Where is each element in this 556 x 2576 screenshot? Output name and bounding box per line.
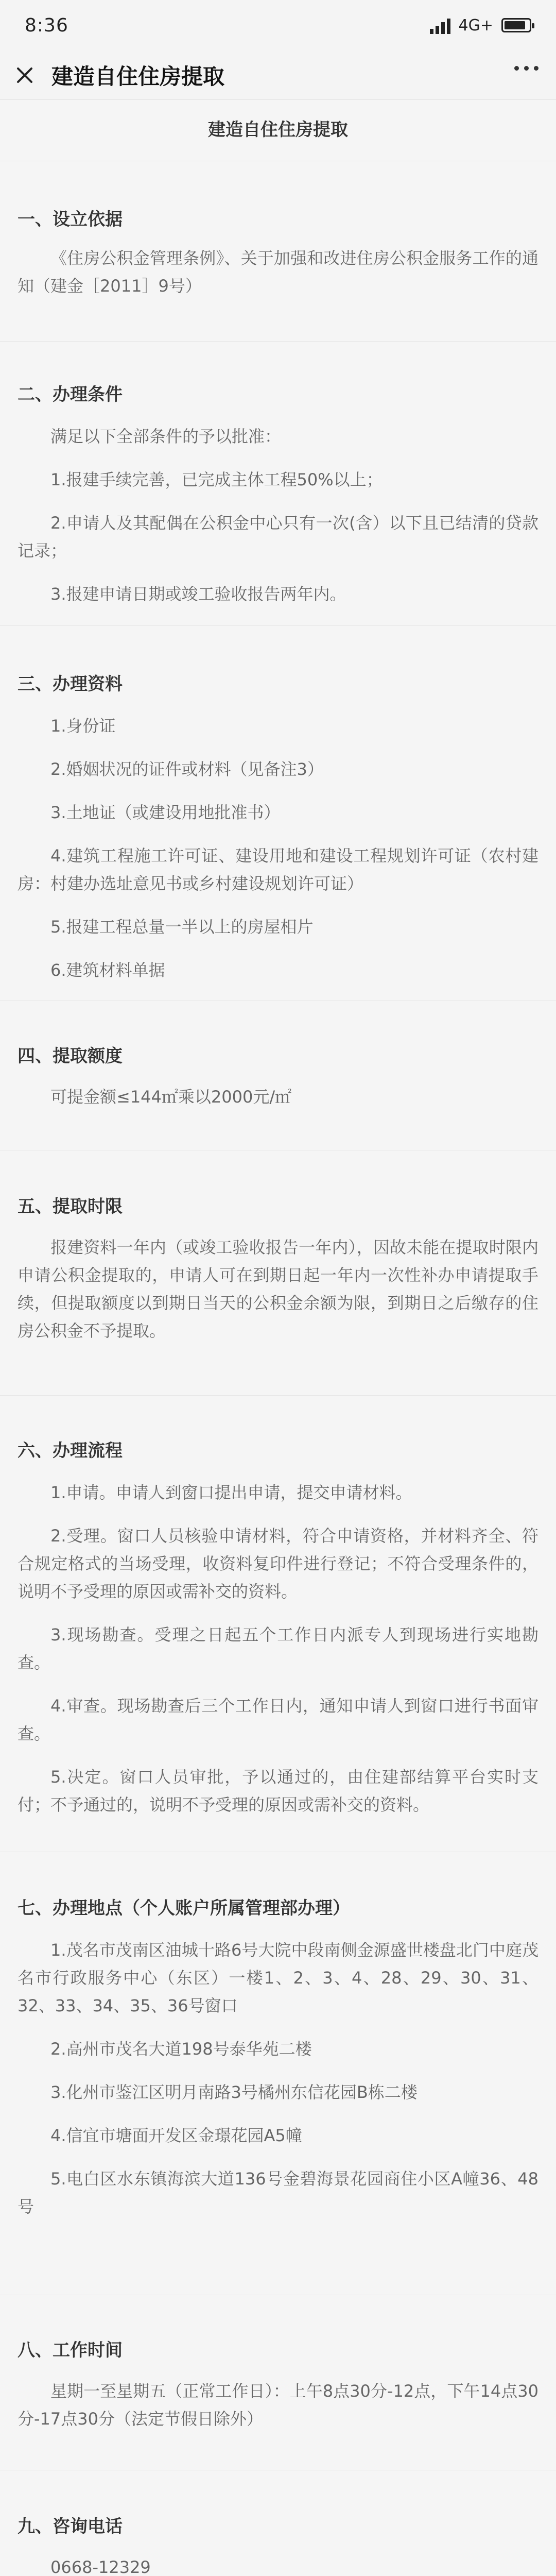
- section-paragraph: 3.报建申请日期或竣工验收报告两年内。: [50, 584, 346, 604]
- section-divider: [0, 1395, 556, 1396]
- section-paragraph: 星期一至星期五（正常工作日）：上午8点30分-12点，下午14点30分-17点30分（法定节假日除外）: [18, 2381, 538, 2429]
- section-heading: 四、提取额度: [18, 1046, 123, 1066]
- consult-phone[interactable]: 0668-12329: [50, 2557, 151, 2576]
- section-basis: [18, 207, 538, 300]
- status-time: 8:36: [25, 14, 68, 36]
- section-paragraph: 3.现场勘查。受理之日起五个工作日内派专人到现场进行实地勘查。: [18, 1625, 538, 1672]
- section-paragraph: 5.电白区水东镇海滨大道136号金碧海景花园商住小区A幢36、48号: [18, 2169, 538, 2216]
- section-divider: [0, 625, 556, 626]
- section-hours: [18, 2338, 538, 2433]
- section-paragraph: 1.报建手续完善，已完成主体工程50%以上；: [50, 470, 383, 489]
- section-heading: 六、办理流程: [18, 1440, 123, 1461]
- network-type: 4G+: [458, 16, 493, 35]
- section-divider: [0, 341, 556, 342]
- section-paragraph: 5.决定。窗口人员审批，予以通过的，由住建部结算平台实时支付；不予通过的，说明不予受理的原因或需补交的资料。: [18, 1767, 538, 1815]
- section-process: [18, 1438, 538, 1819]
- section-paragraph: 4.信宜市塘面开发区金璟花园A5幢: [50, 2126, 302, 2145]
- section-paragraph: 4.审查。现场勘查后三个工作日内，通知申请人到窗口进行书面审查。: [18, 1696, 538, 1743]
- status-icons: [430, 16, 531, 35]
- section-heading: 三、办理资料: [18, 674, 123, 694]
- section-paragraph: 2.申请人及其配偶在公积金中心只有一次(含）以下且已结清的贷款记录；: [18, 513, 538, 561]
- section-paragraph: 报建资料一年内（或竣工验收报告一年内），因故未能在提取时限内申请公积金提取的，申请人可在到期日起一年内一次性补办申请提取手续，但提取额度以到期日当天的公积金余额为限，到期日之后缴存的住房公积金不予提取。: [18, 1238, 538, 1341]
- section-amount: [18, 1044, 538, 1111]
- section-paragraph: 1.茂名市茂南区油城十路6号大院中段南侧金源盛世楼盘北门中庭茂名市行政服务中心（东区）一楼1、2、3、4、28、29、30、31、32、33、34、35、36号窗口: [18, 1940, 538, 2015]
- more-icon[interactable]: [514, 66, 538, 71]
- section-materials: [18, 672, 538, 984]
- nav-bar: [0, 50, 556, 100]
- section-heading: 八、工作时间: [18, 2340, 123, 2361]
- section-paragraph: 2.婚姻状况的证件或材料（见备注3）: [50, 759, 324, 779]
- section-paragraph: 《住房公积金管理条例》、关于加强和改进住房公积金服务工作的通知（建金［2011］9号）: [18, 248, 538, 296]
- section-heading: 九、咨询电话: [18, 2516, 123, 2537]
- section-locations: [18, 1896, 538, 2221]
- page-title: 建造自住住房提取: [51, 63, 225, 89]
- section-paragraph: 3.化州市鉴江区明月南路3号橘州东信花园B栋二楼: [50, 2082, 418, 2102]
- article-content: [0, 100, 556, 2576]
- section-paragraph: 2.受理。窗口人员核验申请材料，符合申请资格，并材料齐全、符合规定格式的当场受理，收资料复印件进行登记；不符合受理条件的，说明不予受理的原因或需补交的资料。: [18, 1526, 538, 1601]
- section-heading: 七、办理地点（个人账户所属管理部办理）: [18, 1898, 350, 1919]
- section-heading: 五、提取时限: [18, 1196, 123, 1217]
- section-time-limit: [18, 1194, 538, 1345]
- battery-icon: [501, 18, 531, 32]
- section-heading: 一、设立依据: [18, 209, 123, 230]
- signal-icon: [430, 16, 450, 34]
- section-paragraph: 1.申请。申请人到窗口提出申请，提交申请材料。: [50, 1483, 412, 1502]
- section-conditions: [18, 382, 538, 608]
- section-heading: 二、办理条件: [18, 384, 123, 405]
- status-bar: [0, 0, 556, 50]
- section-paragraph: 4.建筑工程施工许可证、建设用地和建设工程规划许可证（农村建房：村建办选址意见书或乡村建设规划许可证）: [18, 846, 538, 893]
- section-paragraph: 3.土地证（或建设用地批准书）: [50, 803, 281, 822]
- close-icon[interactable]: [0, 50, 49, 100]
- section-paragraph: 2.高州市茂名大道198号泰华苑二楼: [50, 2039, 312, 2059]
- section-paragraph: 1.身份证: [50, 716, 116, 736]
- section-consult-phone: [18, 2514, 538, 2576]
- section-paragraph: 可提金额≤144㎡乘以2000元/㎡: [50, 1087, 292, 1107]
- section-paragraph: 满足以下全部条件的予以批准：: [50, 427, 282, 446]
- document-title: 建造自住住房提取: [208, 120, 348, 140]
- section-paragraph: 6.建筑材料单据: [50, 960, 165, 980]
- section-paragraph: 5.报建工程总量一半以上的房屋相片: [50, 917, 314, 937]
